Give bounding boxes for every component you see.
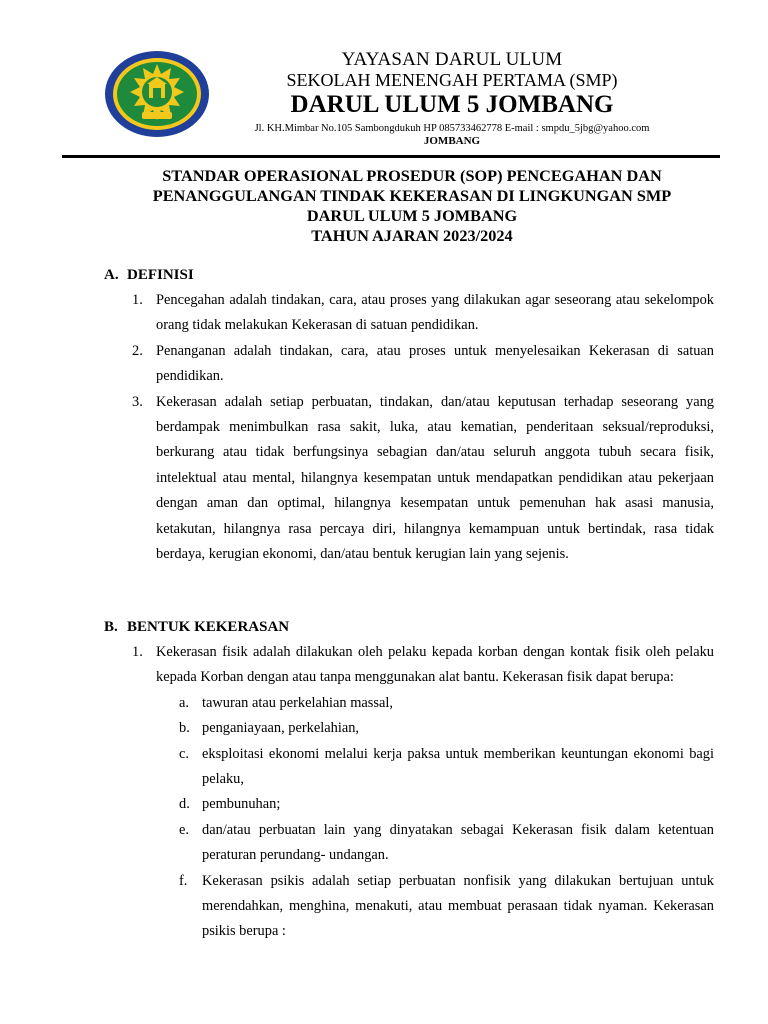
letterhead [0, 0, 768, 160]
section-a-heading [104, 265, 724, 285]
section-letter: B. [104, 619, 118, 635]
list-item: 3. Kekerasan adalah setiap perbuatan, tindakan, dan/atau keputusan terhadap seseorang yang berdampak menimbulkan rasa sakit, luka, atau kematian, penderitaan seksual/reproduksi, berkurang atau tidak berfungsinya sebagian dan/atau seluruh anggota tubuh secara fisik, intelektual atau mental, hilangnya kesempatan untuk mendapatkan pendidikan atau pekerjaan dengan aman dan optimal, hilangnya kesempatan untuk pemenuhan hak asasi manusia, ketakutan, hilangnya rasa percaya diri, hilangnya kemampuan untuk bertindak, rasa tidak berdaya, kerugian ekonomi, dan/atau bentuk kerugian lain yang sejenis. [132, 393, 714, 563]
sub-list-item: d. pembunuhan; [179, 796, 281, 813]
section-b-heading [104, 617, 724, 637]
sub-list-item: f. Kekerasan psikis adalah setiap perbuatan nonfisik yang dilakukan bertujuan untuk merendahkan, menghina, menakuti, atau membuat perasaan tidak nyaman. Kekerasan psikis berupa : [179, 872, 714, 940]
list-item: 1. Kekerasan fisik adalah dilakukan oleh pelaku kepada korban dengan kontak fisik oleh pelaku kepada Korban dengan atau tanpa menggunakan alat bantu. Kekerasan fisik dapat berupa: [132, 644, 714, 686]
sub-list-item: a. tawuran atau perkelahian massal, [179, 694, 393, 711]
title-line: STANDAR OPERASIONAL PROSEDUR (SOP) PENCEGAHAN DAN [162, 166, 662, 185]
foundation-name: YAYASAN DARUL ULUM [341, 49, 563, 70]
title-line: DARUL ULUM 5 JOMBANG [306, 206, 518, 225]
sub-list-item: b. penganiayaan, perkelahian, [179, 720, 360, 737]
school-address: Jl. KH.Mimbar No.105 Sambongdukuh HP 085733462778 E-mail : smpdu_5jbg@yahoo.com [254, 123, 650, 134]
school-city: JOMBANG [423, 135, 481, 147]
definition-list [104, 288, 714, 567]
title-line: TAHUN AJARAN 2023/2024 [311, 226, 513, 245]
section-title: DEFINISI [127, 267, 194, 283]
section-title: BENTUK KEKERASAN [127, 619, 290, 635]
section-letter: A. [104, 267, 119, 283]
school-crest-icon [104, 50, 210, 138]
title-line: PENANGGULANGAN TINDAK KEKERASAN DI LINGKUNGAN SMP [152, 186, 672, 205]
school-level: SEKOLAH MENENGAH PERTAMA (SMP) [286, 70, 618, 90]
violence-forms-list [104, 640, 714, 945]
school-name: DARUL ULUM 5 JOMBANG [290, 91, 614, 118]
document-title [62, 166, 762, 246]
sub-list-item: e. dan/atau perbuatan lain yang dinyatakan sebagai Kekerasan fisik dalam ketentuan peraturan perundang- undangan. [179, 821, 714, 864]
sub-list-item: c. eksploitasi ekonomi melalui kerja paksa untuk memberikan keuntungan ekonomi bagi pelaku, [179, 745, 714, 788]
list-item: 1. Pencegahan adalah tindakan, cara, atau proses yang dilakukan agar seseorang atau sekelompok orang tidak melakukan Kekerasan di satuan pendidikan. [132, 292, 714, 334]
list-item: 2. Penanganan adalah tindakan, cara, atau proses untuk menyelesaikan Kekerasan di satuan pendidikan. [132, 342, 714, 385]
letterhead-divider [62, 155, 720, 158]
